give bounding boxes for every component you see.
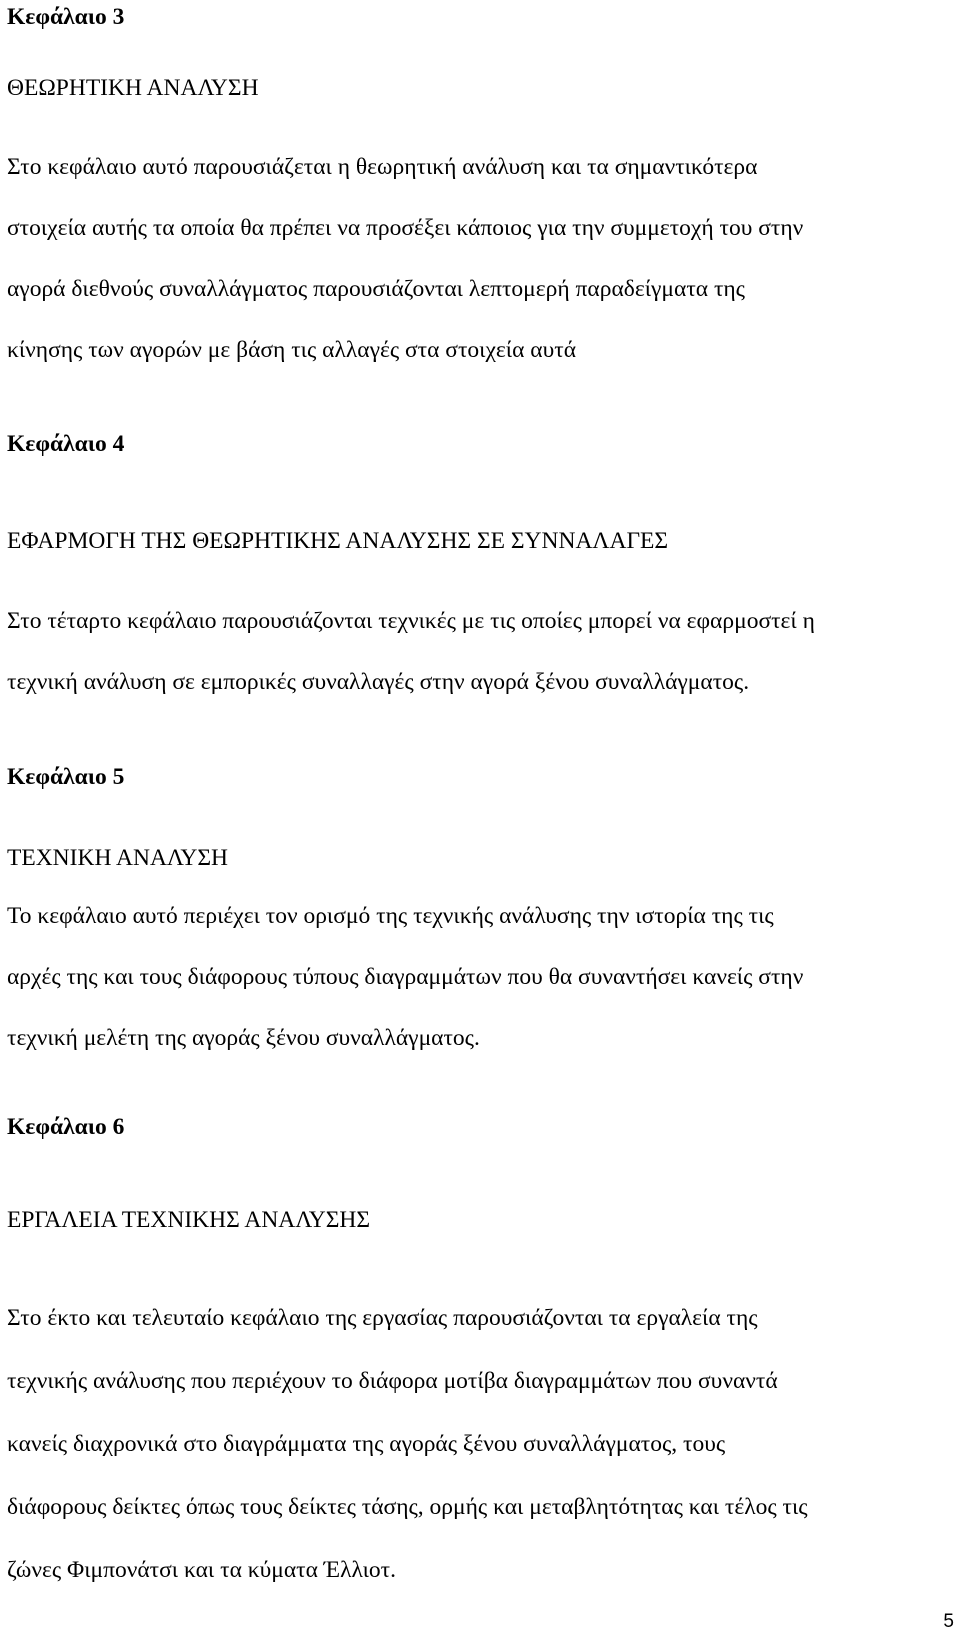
chapter-4-paragraph-line: τεχνική ανάλυση σε εμπορικές συναλλαγές στην αγορά ξένου συναλλάγματος. xyxy=(7,669,750,695)
chapter-5-heading: Κεφάλαιο 5 xyxy=(7,764,125,790)
chapter-6-heading: Κεφάλαιο 6 xyxy=(7,1114,125,1140)
chapter-5-paragraph-line: τεχνική μελέτη της αγοράς ξένου συναλλάγματος. xyxy=(7,1025,480,1051)
chapter-6-paragraph-line: τεχνικής ανάλυσης που περιέχουν το διάφορα μοτίβα διαγραμμάτων που συναντά xyxy=(7,1368,778,1394)
page-number: 5 xyxy=(943,1611,954,1632)
chapter-5-paragraph-line: αρχές της και τους διάφορους τύπους διαγραμμάτων που θα συναντήσει κανείς στην xyxy=(7,964,804,990)
chapter-3-paragraph-line: αγορά διεθνούς συναλλάγματος παρουσιάζονται λεπτομερή παραδείγματα της xyxy=(7,276,745,302)
chapter-6-title: ΕΡΓΑΛΕΙΑ ΤΕΧΝΙΚΗΣ ΑΝΑΛΥΣΗΣ xyxy=(7,1207,371,1233)
chapter-3-paragraph-line: στοιχεία αυτής τα οποία θα πρέπει να προσέξει κάποιος για την συμμετοχή του στην xyxy=(7,215,804,241)
chapter-4-heading: Κεφάλαιο 4 xyxy=(7,431,125,457)
chapter-5-title: ΤΕΧΝΙΚΗ ΑΝΑΛΥΣΗ xyxy=(7,845,229,871)
chapter-3-paragraph-line: κίνησης των αγορών με βάση τις αλλαγές στα στοιχεία αυτά xyxy=(7,337,577,363)
chapter-6-paragraph-line: ζώνες Φιμπονάτσι και τα κύματα Έλλιοτ. xyxy=(7,1557,396,1583)
chapter-4-paragraph-line: Στο τέταρτο κεφάλαιο παρουσιάζονται τεχνικές με τις οποίες μπορεί να εφαρμοστεί η xyxy=(7,608,815,634)
chapter-3-heading: Κεφάλαιο 3 xyxy=(7,4,125,30)
chapter-6-paragraph-line: Στο έκτο και τελευταίο κεφάλαιο της εργασίας παρουσιάζονται τα εργαλεία της xyxy=(7,1305,758,1331)
chapter-6-paragraph-line: διάφορους δείκτες όπως τους δείκτες τάσης, ορμής και μεταβλητότητας και τέλος τις xyxy=(7,1494,808,1520)
chapter-3-paragraph-line: Στο κεφάλαιο αυτό παρουσιάζεται η θεωρητική ανάλυση και τα σημαντικότερα xyxy=(7,154,758,180)
chapter-6-paragraph-line: κανείς διαχρονικά στο διαγράμματα της αγοράς ξένου συναλλάγματος, τους xyxy=(7,1431,726,1457)
chapter-5-paragraph-line: Το κεφάλαιο αυτό περιέχει τον ορισμό της τεχνικής ανάλυσης την ιστορία της τις xyxy=(7,903,774,929)
chapter-3-title: ΘΕΩΡΗΤΙΚΗ ΑΝΑΛΥΣΗ xyxy=(7,75,259,101)
chapter-4-title: ΕΦΑΡΜΟΓΗ ΤΗΣ ΘΕΩΡΗΤΙΚΗΣ ΑΝΑΛΥΣΗΣ ΣΕ ΣΥΝΝΑΛΑΓΕΣ xyxy=(7,528,669,554)
